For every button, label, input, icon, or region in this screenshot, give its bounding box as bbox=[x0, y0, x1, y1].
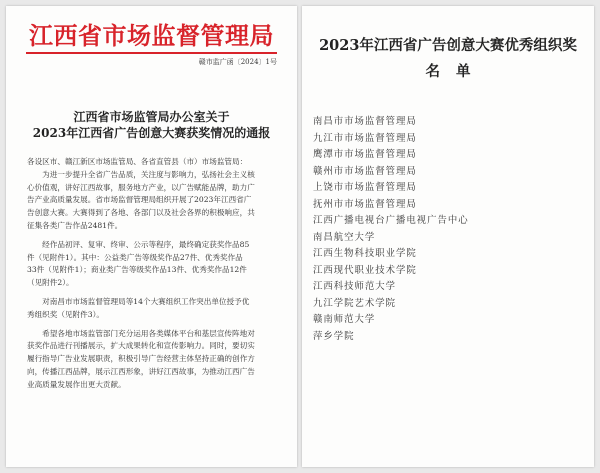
body-line: 为进一步提升全省广告品质，关注度与影响力，弘扬社会主义核 bbox=[27, 169, 255, 179]
body-line: 秀组织奖（见附件3）。 bbox=[27, 309, 104, 319]
document-number: 赣市监广函〔2024〕1号 bbox=[198, 58, 277, 66]
winner-item: 抚州市市场监督管理局 bbox=[313, 198, 417, 210]
body-line: 件（见附件1）。其中：公益类广告等级奖作品27件、优秀奖作品 bbox=[27, 252, 243, 262]
winner-item: 鹰潭市市场监督管理局 bbox=[313, 149, 417, 160]
body-line: （见附件2）。 bbox=[27, 278, 74, 288]
body-line: 心价值观，讲好江西故事，服务地方产业，以广告赋能品牌，助力广 bbox=[27, 182, 255, 192]
body-line: 征集各类广告作品2481件。 bbox=[27, 220, 123, 230]
body-line: 33件（见附件1）；商业类广告等级奖作品13件、优秀奖作品12件 bbox=[27, 265, 247, 275]
winner-item: 江西生物科技职业学院 bbox=[313, 248, 417, 259]
winner-list bbox=[313, 114, 469, 345]
award-list-title: 2023年江西省广告创意大赛优秀组织奖 bbox=[319, 37, 577, 54]
winner-item: 南昌航空大学 bbox=[313, 231, 376, 243]
body-line: 对南昌市市场监督管理局等14个大赛组织工作突出单位授予优 bbox=[27, 296, 250, 306]
award-list-subtitle: 名单 bbox=[425, 63, 487, 80]
winner-item: 江西科技师范大学 bbox=[313, 281, 397, 292]
notice-title bbox=[6, 109, 297, 141]
body-line: 告产业高质量发展。省市场监督管理局组织开展了2023年江西省广 bbox=[27, 195, 252, 205]
body-line: 业高质量发展作出更大贡献。 bbox=[27, 379, 126, 389]
body-line: 履行指导广告业发展职责，积极引导广告经营主体坚持正确的创作方 bbox=[27, 354, 255, 364]
body-line: 各设区市、赣江新区市场监管局、各省直管县（市）市场监管局： bbox=[27, 157, 248, 166]
winner-item: 萍乡学院 bbox=[313, 330, 355, 342]
body-line: 经作品初评、复审、终审、公示等程序，最终确定获奖作品85 bbox=[27, 239, 250, 249]
letterhead-title: 江西省市场监督管理局 bbox=[29, 21, 274, 50]
winner-item: 赣州市市场监督管理局 bbox=[313, 165, 417, 177]
winner-item: 南昌市市场监督管理局 bbox=[313, 116, 417, 127]
winner-item: 江西现代职业技术学院 bbox=[313, 264, 417, 276]
notice-title-line: 2023年江西省广告创意大赛获奖情况的通报 bbox=[32, 126, 271, 140]
notice-title-line: 江西省市场监管局办公室关于 bbox=[73, 110, 230, 124]
winner-item: 江西广播电视台广播电视广告中心 bbox=[313, 215, 469, 226]
winner-item: 九江学院艺术学院 bbox=[313, 297, 397, 309]
letterhead-red-line bbox=[26, 52, 277, 54]
body-line: 希望各地市场监管部门充分运用各类媒体平台和基层宣传阵地对 bbox=[27, 328, 255, 338]
winner-item: 赣南师范大学 bbox=[313, 314, 376, 325]
winner-item: 上饶市市场监督管理局 bbox=[313, 182, 417, 193]
award-list-page bbox=[302, 6, 594, 467]
winner-item: 九江市市场监督管理局 bbox=[313, 132, 417, 144]
notice-document-page bbox=[6, 6, 297, 467]
body-line: 向，传播江西品牌，展示江西形象，讲好江西故事，为推动江西广告 bbox=[27, 366, 255, 376]
body-line: 告创意大赛。大赛得到了各地、各部门以及社会各界的积极响应，共 bbox=[27, 208, 255, 218]
body-line: 获奖作品进行刊播展示，扩大成果转化和宣传影响力。同时，要切实 bbox=[27, 341, 255, 351]
notice-body bbox=[27, 156, 279, 392]
